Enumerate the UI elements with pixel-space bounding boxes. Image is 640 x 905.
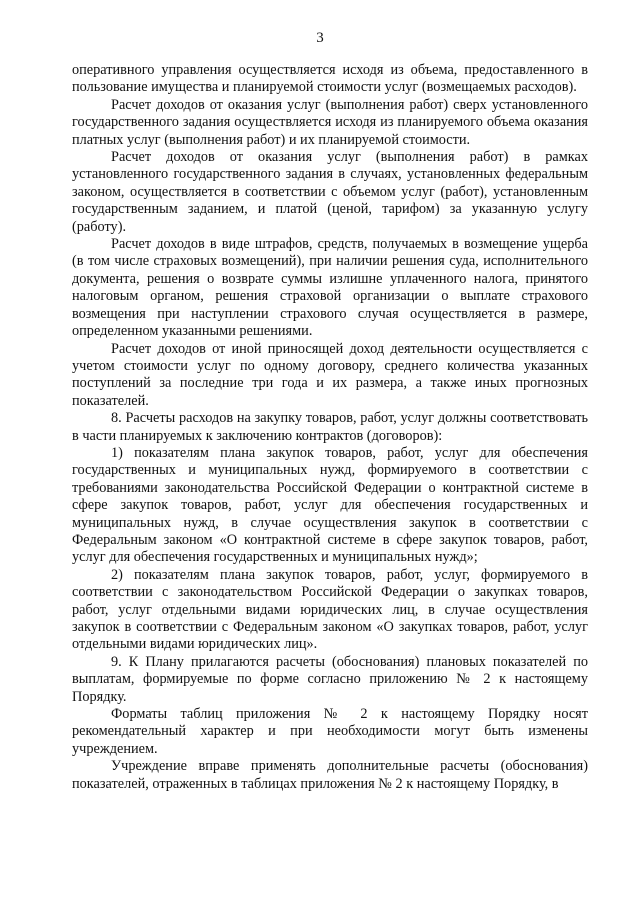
page-number: 3 — [316, 30, 324, 46]
document-body — [72, 62, 588, 793]
paragraph-table-formats: Форматы таблиц приложения № 2 к настоящему Порядку носят рекомендательный характер и при необходимости могут быть изменены учреждением. — [72, 706, 588, 757]
paragraph-item-9: 9. К Плану прилагаются расчеты (обоснования) плановых показателей по выплатам, формируемые по форме согласно приложению № 2 к настоящему Порядку. — [72, 653, 588, 705]
paragraph-item-8: 8. Расчеты расходов на закупку товаров, работ, услуг должны соответствовать в части планируемых к заключению контрактов (договоров): — [72, 410, 588, 444]
paragraph-item-8-sub-2: 2) показателям плана закупок товаров, работ, услуг, формируемого в соответствии с законодательством Российской Федерации о закупках товаров, работ, услуг отдельными видами юридических лиц, в случае осуществления закупок в соответствии с Федеральным законом «О закупках товаров, работ, услуг отдельными видами юридических лиц». — [72, 566, 588, 653]
paragraph-item-8-sub-1: 1) показателям плана закупок товаров, работ, услуг для обеспечения государственных и муниципальных нужд, формируемого в соответствии с требованиями законодательства Российской Федерации о контрактной системе в сфере закупок товаров, работ, услуг для обеспечения государственных и муниципальных нужд, в случае осуществления закупок в соответствии с Федеральным законом «О контрактной системе в сфере закупок товаров, работ, услуг для обеспечения государственных и муниципальных нужд»; — [72, 444, 588, 566]
paragraph-additional-calculations: Учреждение вправе применять дополнительные расчеты (обоснования) показателей, отраженных в таблицах приложения № 2 к настоящему Порядку, в — [72, 758, 588, 792]
paragraph-income-other: Расчет доходов от иной приносящей доход деятельности осуществляется с учетом стоимости услуг по одному договору, среднего количества указанных поступлений за последние три года и их размера, а также иных прогнозных показателей. — [72, 340, 588, 409]
paragraph-continuation: оперативного управления осуществляется исходя из объема, предоставленного в пользование имущества и планируемой стоимости услуг (возмещаемых расходов). — [72, 62, 588, 96]
paragraph-income-state-assignment: Расчет доходов от оказания услуг (выполнения работ) в рамках установленного государственного задания в случаях, установленных федеральным законом, осуществляется в соответствии с объемом услуг (работ), установленным государственным заданием, и платой (ценой, тарифом) за указанную услугу (работу). — [72, 149, 588, 235]
paragraph-income-fines: Расчет доходов в виде штрафов, средств, получаемых в возмещение ущерба (в том числе страховых возмещений), при наличии решения суда, исполнительного документа, решения о возврате суммы излишне уплаченного налога, принятого налоговым органом, решения страховой организации о выплате страхового возмещения при наступлении страхового случая осуществляется в размере, определенном указанными решениями. — [72, 236, 588, 340]
paragraph-income-paid-services: Расчет доходов от оказания услуг (выполнения работ) сверх установленного государственного задания осуществляется исходя из планируемого объема оказания платных услуг (выполнения работ) и их планируемой стоимости. — [72, 96, 588, 148]
